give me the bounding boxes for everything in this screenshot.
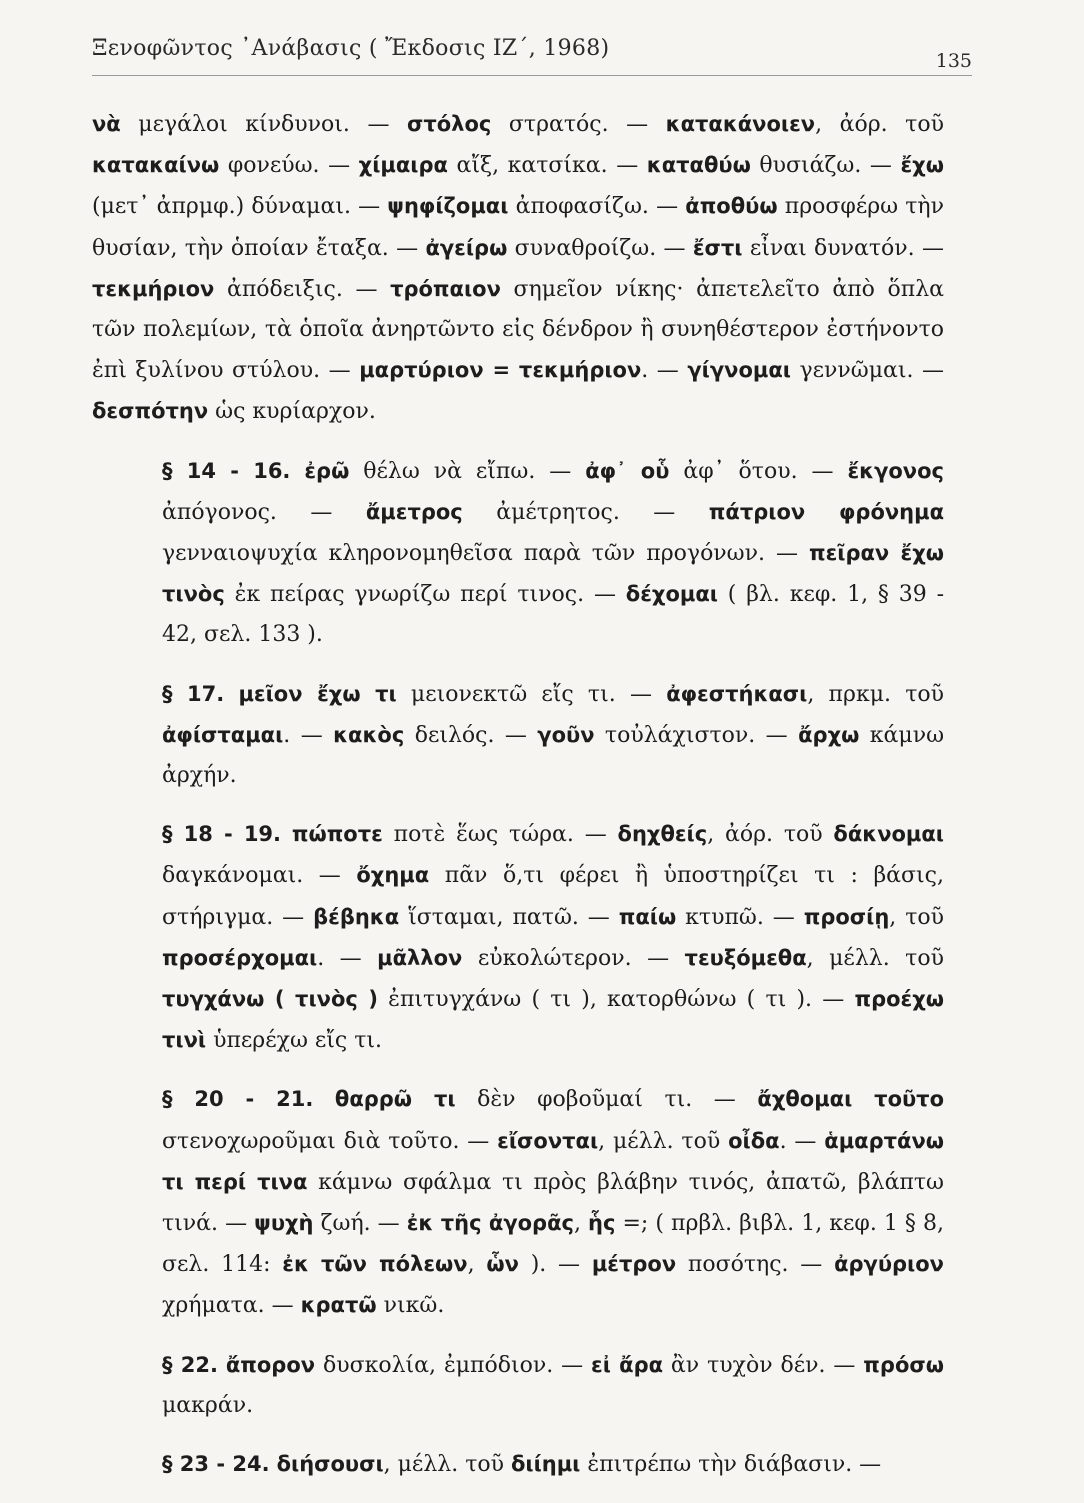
definition-text: . — [641, 358, 688, 384]
glossary-body [92, 104, 944, 1503]
headword: μαρτύριον = τεκμήριον [359, 358, 642, 383]
headword: ἀποθύω [685, 194, 778, 219]
definition-text: κάμνω σφάλμα τι πρὸς βλάβην τινός, ἀπατῶ, βλάπτω τινά. — [162, 1169, 944, 1237]
section-ref: § 20 - 21. [162, 1087, 314, 1112]
definition-text: μειονεκτῶ εἴς τι. — [396, 681, 667, 707]
definition-text: , τοῦ [889, 904, 944, 930]
section-ref: § 22. [162, 1352, 218, 1377]
definition-text: προσφέρω τὴν θυσίαν, τὴν ὁποίαν ἔταξα. — [92, 194, 944, 261]
definition-text: ποτὲ ἕως τώρα. — [382, 822, 618, 848]
headword: εἰ ἄρα [591, 1352, 664, 1377]
definition-text [270, 1452, 277, 1477]
definition-text [281, 822, 292, 847]
definition-text: ἐπιτυγχάνω ( τι ), κατορθώνω ( τι ). — [377, 987, 855, 1013]
headword: ψυχὴ [254, 1211, 314, 1236]
definition-text: εἶναι δυνατόν. — [742, 235, 944, 261]
headword: ἔστι [692, 235, 743, 260]
headword: ἀγείρω [425, 235, 508, 260]
definition-text: συναθροίζω. — [507, 235, 693, 261]
header-rule [92, 75, 972, 76]
headword: καταθύω [646, 153, 751, 178]
glossary-paragraph [92, 1345, 944, 1426]
headword: ἄχθομαι τοῦτο [757, 1087, 945, 1112]
definition-text: δυσκολία, ἐμπόδιον. — [315, 1352, 592, 1378]
headword: χίμαιρα [358, 153, 448, 178]
headword: προσίῃ [803, 904, 890, 929]
definition-text: στρατός. — [491, 112, 666, 137]
page-header [92, 36, 972, 76]
definition-text: αἴξ, κατσίκα. — [447, 153, 647, 179]
page-number: 135 [935, 50, 972, 72]
definition-text: =; ( πρβλ. βιβλ. 1, κεφ. 1 § 8, σελ. 114: [162, 1211, 944, 1278]
headword: διήσουσι [276, 1452, 384, 1477]
headword: κρατῶ [300, 1293, 377, 1318]
headword: βέβηκα [313, 904, 400, 929]
definition-text: πᾶν ὅ,τι φέρει ἢ ὑποστηρίζει τι : βάσις, στήριγμα. — [162, 863, 944, 930]
section-ref: § 17. [162, 681, 225, 706]
glossary-paragraph [92, 674, 944, 797]
definition-text: , μέλλ. τοῦ [598, 1128, 729, 1154]
headword: πώποτε [291, 822, 383, 847]
glossary-paragraph [92, 451, 944, 656]
definition-text: σημεῖον νίκης· ἀπετελεῖτο ἀπὸ ὅπλα τῶν πολεμίων, τὰ ὁποῖα ἀνηρτῶντο εἰς δένδρον ἢ συνηθέστερον ἐστήνοντο ἐπὶ ξυλίνου στύλου. — [92, 276, 944, 384]
headword: δέχομαι [625, 582, 718, 607]
definition-text: φονεύω. — [219, 153, 359, 179]
headword: γοῦν [537, 722, 595, 747]
glossary-paragraph [92, 814, 944, 1061]
headword: ὄχημα [356, 863, 430, 888]
headword: ἔχω [900, 153, 944, 178]
headword: ἀργύριον [834, 1252, 944, 1277]
definition-text: δαγκάνομαι. — [162, 863, 357, 889]
definition-text: μακράν. [162, 1392, 254, 1418]
headword: δηχθείς [617, 822, 708, 847]
definition-text: ἂν τυχὸν δέν. — [663, 1352, 864, 1378]
definition-text: ). — [518, 1252, 592, 1278]
definition-text: θυσιάζω. — [750, 153, 901, 179]
headword: κατακαίνω [92, 153, 220, 178]
headword: μᾶλλον [377, 945, 463, 970]
definition-text: ἀμέτρητος. — [462, 499, 709, 525]
headword: προσέρχομαι [162, 945, 318, 970]
headword: ἔκγονος [847, 458, 944, 483]
headword: προέχω τινὶ [162, 987, 945, 1053]
definition-text: ὑπερέχω εἴς τι. [206, 1028, 383, 1054]
definition-text [218, 1353, 226, 1378]
definition-text: δειλός. — [404, 722, 538, 748]
headword: ἀφ᾿ οὗ [585, 458, 670, 483]
definition-text: . — [317, 945, 378, 971]
headword: τρόπαιον [390, 276, 501, 301]
definition-text: , [467, 1252, 487, 1278]
definition-text: γενναιοψυχία κληρονομηθεῖσα παρὰ τῶν προγόνων. — [162, 541, 809, 567]
headword: ὧν [486, 1252, 519, 1277]
definition-text: ἐκ πείρας γνωρίζω περί τινος. — [224, 582, 626, 608]
definition-text: ἐπιτρέπω τὴν διάβασιν. — [580, 1452, 882, 1478]
headword: μεῖον ἔχω τι [238, 681, 397, 706]
headword: τευξόμεθα [684, 945, 807, 970]
definition-text: (μετ᾿ ἀπρμφ.) δύναμαι. — [92, 194, 388, 220]
definition-text: κτυπῶ. — [676, 904, 804, 930]
definition-text [224, 682, 238, 707]
definition-text: εὐκολώτερον. — [462, 945, 685, 971]
headword: εἴσονται [497, 1128, 599, 1153]
glossary-paragraph [92, 1444, 944, 1485]
definition-text: στενοχωροῦμαι διὰ τοῦτο. — [162, 1128, 498, 1154]
definition-text: . — [283, 722, 334, 748]
definition-text: ἀπόγονος. — [162, 499, 366, 525]
definition-text: ἀποφασίζω. — [508, 194, 686, 220]
headword: ἐρῶ [304, 458, 350, 483]
headword: πρόσω [863, 1352, 944, 1377]
headword: ἐκ τῶν πόλεων [282, 1252, 468, 1277]
definition-text: μεγάλοι κίνδυνοι. — [120, 112, 407, 137]
section-ref: § 23 - 24. [162, 1452, 270, 1477]
definition-text [313, 1087, 335, 1112]
definition-text: ἀφ᾿ ὅτου. — [669, 458, 848, 484]
definition-text: δὲν φοβοῦμαί τι. — [455, 1087, 758, 1113]
section-ref: § 14 - 16. [162, 458, 291, 483]
headword: δάκνομαι [833, 822, 944, 847]
headword: ἄμετρος [365, 499, 463, 524]
definition-text: ποσότης. — [676, 1252, 835, 1278]
definition-text: νικῶ. [376, 1293, 445, 1319]
headword: ψηφίζομαι [387, 194, 509, 219]
definition-text: ζωή. — [313, 1211, 407, 1237]
headword: ἀφεστήκασι [666, 681, 808, 706]
headword: δεσπότην [92, 399, 209, 424]
definition-text: ὡς κυρίαρχον. [208, 399, 376, 425]
headword: οἶδα [728, 1128, 780, 1153]
headword: ἀφίσταμαι [162, 722, 284, 747]
definition-text [290, 459, 304, 484]
headword: πάτριον φρόνημα [708, 499, 945, 524]
headword: τυγχάνω ( τινὸς ) [162, 987, 378, 1012]
headword: πεῖραν ἔχω τινὸς [162, 541, 945, 607]
definition-text: , μέλλ. τοῦ [806, 945, 944, 971]
section-ref: § 18 - 19. [162, 822, 282, 847]
glossary-paragraph [92, 1079, 944, 1326]
headword: ἐκ τῆς ἀγορᾶς [406, 1211, 574, 1236]
headword: διίημι [510, 1452, 581, 1477]
glossary-paragraph [92, 104, 944, 433]
headword: νὰ [92, 112, 121, 136]
definition-text: , [573, 1211, 589, 1237]
headword: ἄπορον [225, 1352, 316, 1377]
definition-text: , ἀόρ. τοῦ [815, 112, 944, 137]
headword: ἧς [588, 1211, 616, 1236]
headword: γίγνομαι [687, 358, 791, 383]
headword: παίω [618, 904, 677, 929]
definition-text: ἀπόδειξις. — [214, 276, 391, 302]
headword: στόλος [406, 112, 492, 136]
definition-text: γεννῶμαι. — [790, 358, 944, 384]
definition-text: . — [779, 1128, 825, 1154]
definition-text: ( βλ. κεφ. 1, § 39 - 42, σελ. 133 ). [162, 582, 944, 648]
definition-text: , ἀόρ. τοῦ [707, 822, 834, 848]
headword: κατακάνοιεν [665, 112, 816, 136]
definition-text: χρήματα. — [162, 1293, 301, 1319]
headword: ἁμαρτάνω τι περί τινα [162, 1128, 945, 1194]
definition-text: ἵσταμαι, πατῶ. — [399, 904, 619, 930]
definition-text: , μέλλ. τοῦ [383, 1452, 511, 1478]
headword: θαρρῶ τι [334, 1087, 456, 1112]
headword: κακὸς [333, 722, 405, 747]
definition-text: τοὐλάχιστον. — [594, 722, 799, 748]
definition-text: θέλω νὰ εἴπω. — [349, 458, 586, 484]
definition-text: κάμνω ἀρχήν. [162, 722, 945, 789]
headword: μέτρον [591, 1252, 677, 1277]
definition-text: , πρκμ. τοῦ [807, 681, 944, 707]
headword: ἄρχω [798, 722, 860, 747]
headword: τεκμήριον [92, 276, 215, 301]
running-head-title: Ξενοφῶντος ᾿Ανάβασις ( Ἔκδοσις ΙΖ΄, 1968) [92, 36, 610, 61]
